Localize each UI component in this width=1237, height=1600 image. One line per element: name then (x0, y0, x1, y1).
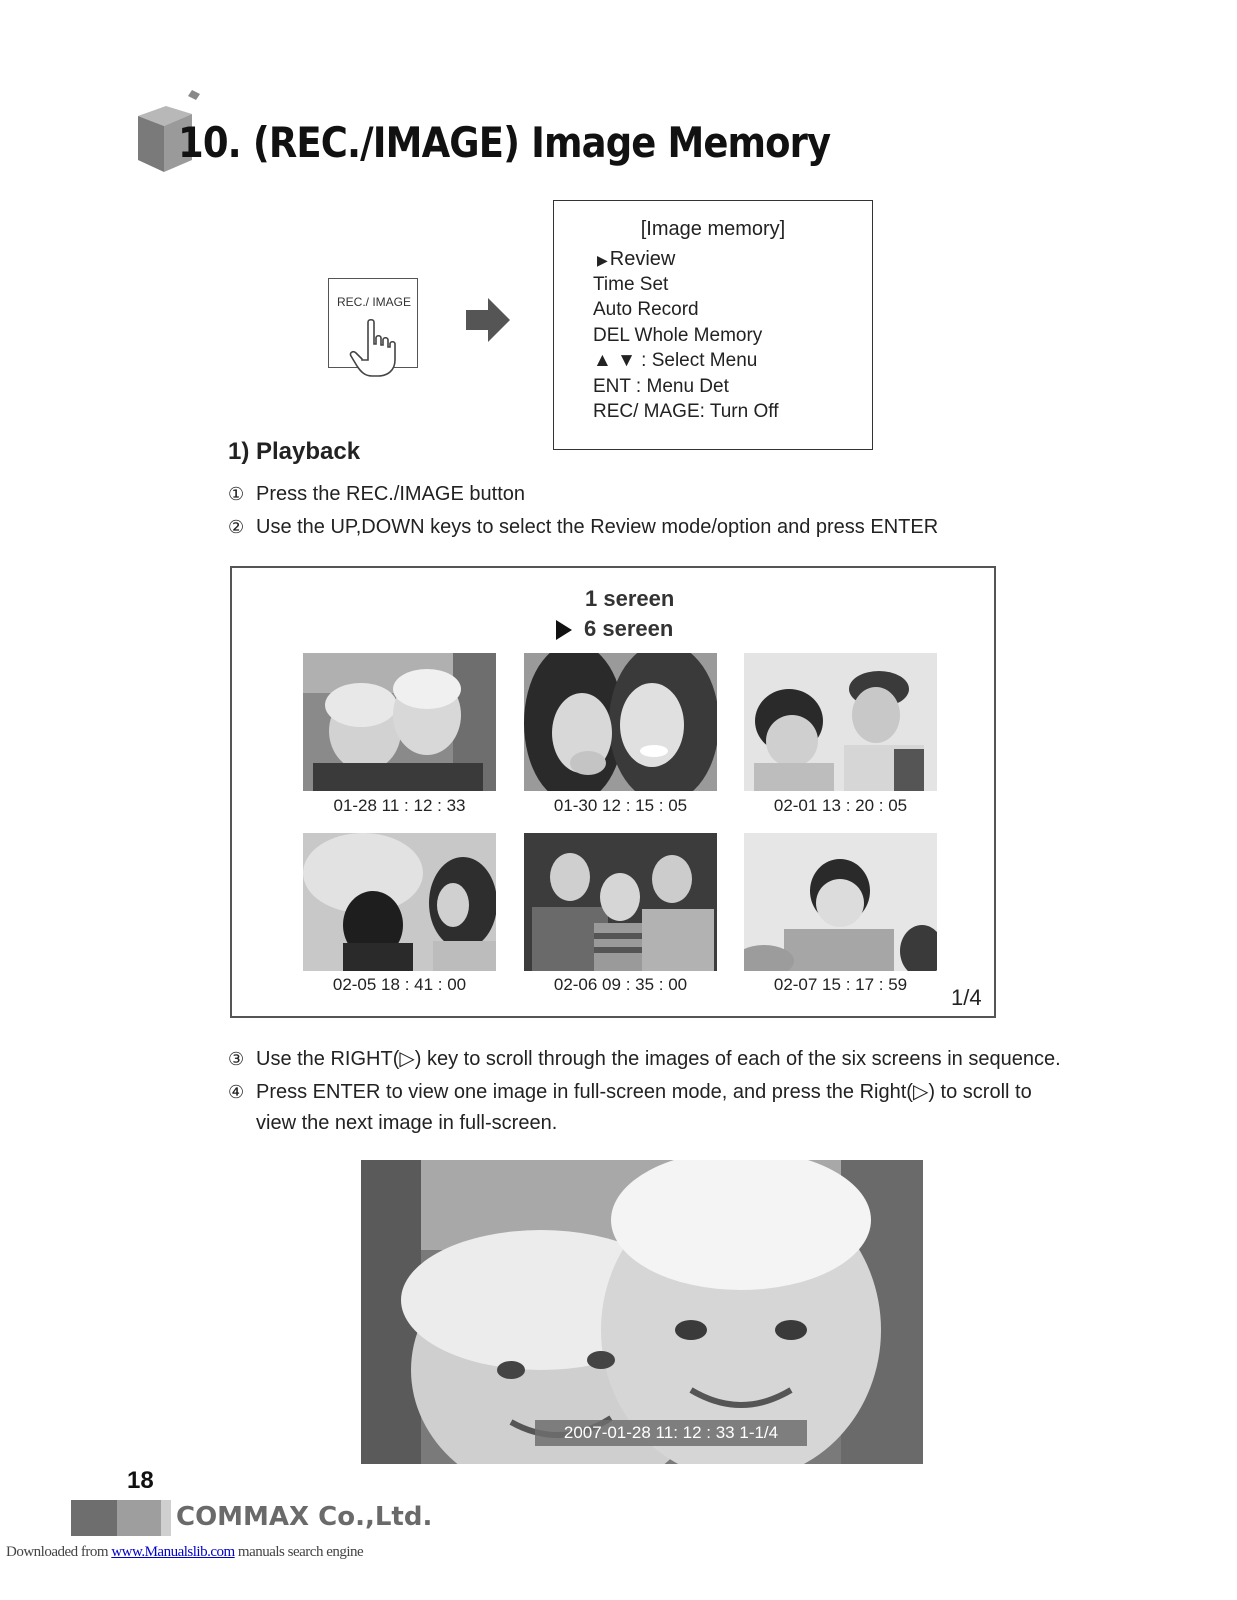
step-1 (228, 483, 525, 506)
thumbnail-caption: 01-28 11 : 12 : 33 (333, 796, 466, 815)
step-3 (228, 1046, 1061, 1071)
step-number: ③ (228, 1049, 245, 1069)
thumbnail-3[interactable] (744, 653, 937, 791)
menu-item-del-whole-memory[interactable]: DEL Whole Memory (593, 325, 763, 346)
section-title: 1) Playback (228, 438, 361, 465)
thumbnail-caption: 01-30 12 : 15 : 05 (553, 796, 688, 815)
step-text: Press the REC./IMAGE button (256, 483, 525, 505)
thumbnail-5[interactable] (524, 833, 717, 971)
menu-title: [Image memory] (640, 218, 786, 240)
page-title: 10. (REC./IMAGE) Image Memory (178, 118, 831, 167)
menu-item-time-set[interactable]: Time Set (593, 274, 669, 295)
image-info-text: 2007-01-28 11: 12 : 33 1-1/4 (563, 1423, 779, 1442)
footer-bar-graphic (71, 1500, 171, 1536)
option-label: 6 sereen (584, 616, 674, 641)
menu-hint-enter: ENT : Menu Det (593, 376, 729, 397)
manualslib-link[interactable]: www.Manualslib.com (111, 1544, 235, 1560)
pointing-hand-icon (348, 318, 400, 378)
menu-item-auto-record[interactable]: Auto Record (593, 299, 699, 320)
thumbnail-1[interactable] (303, 653, 496, 791)
thumbnail-4[interactable] (303, 833, 496, 971)
step-number: ① (228, 484, 245, 504)
thumbnail-caption: 02-06 09 : 35 : 00 (553, 975, 688, 994)
full-screen-image (361, 1160, 923, 1464)
company-logo: COMMAX Co.,Ltd. (176, 1502, 433, 1532)
menu-item-review[interactable] (597, 248, 675, 271)
thumbnail-caption: 02-07 15 : 17 : 59 (773, 975, 908, 994)
download-prefix: Downloaded from (6, 1544, 112, 1560)
step-text: Use the UP,DOWN keys to select the Review mode/option and press ENTER (256, 516, 939, 538)
menu-hint-turn-off: REC/ MAGE: Turn Off (593, 401, 779, 422)
menu-hint-select: ▲ ▼ : Select Menu (593, 350, 758, 371)
download-suffix: manuals search engine (234, 1544, 364, 1560)
step-text: Press ENTER to view one image in full-screen mode, and press the Right(▷) to scroll to (256, 1081, 1032, 1103)
step-number: ④ (228, 1082, 245, 1102)
step-2 (228, 516, 938, 539)
step-4-continuation: view the next image in full-screen. (256, 1112, 558, 1134)
step-4 (228, 1079, 1032, 1104)
step-number: ② (228, 517, 245, 537)
page-number: 18 (127, 1467, 154, 1494)
option-1-screen[interactable]: 1 sereen (585, 586, 675, 611)
thumbnail-6[interactable] (744, 833, 937, 971)
thumbnail-caption: 02-01 13 : 20 : 05 (773, 796, 908, 815)
option-6-screen[interactable] (556, 616, 673, 642)
thumbnail-caption: 02-05 18 : 41 : 00 (332, 975, 467, 994)
page-indicator: 1/4 (951, 985, 982, 1010)
selection-arrow-icon (556, 620, 572, 640)
thumbnail-2[interactable] (524, 653, 717, 791)
step-text: Use the RIGHT(▷) key to scroll through the images of each of the six screens in sequence. (256, 1048, 1061, 1070)
rec-image-button-label: REC./ IMAGE (336, 295, 411, 309)
arrow-right-icon (464, 296, 512, 344)
download-line (6, 1544, 363, 1561)
selection-arrow-icon: ▶ (597, 252, 608, 268)
menu-item-label: Review (609, 248, 676, 270)
